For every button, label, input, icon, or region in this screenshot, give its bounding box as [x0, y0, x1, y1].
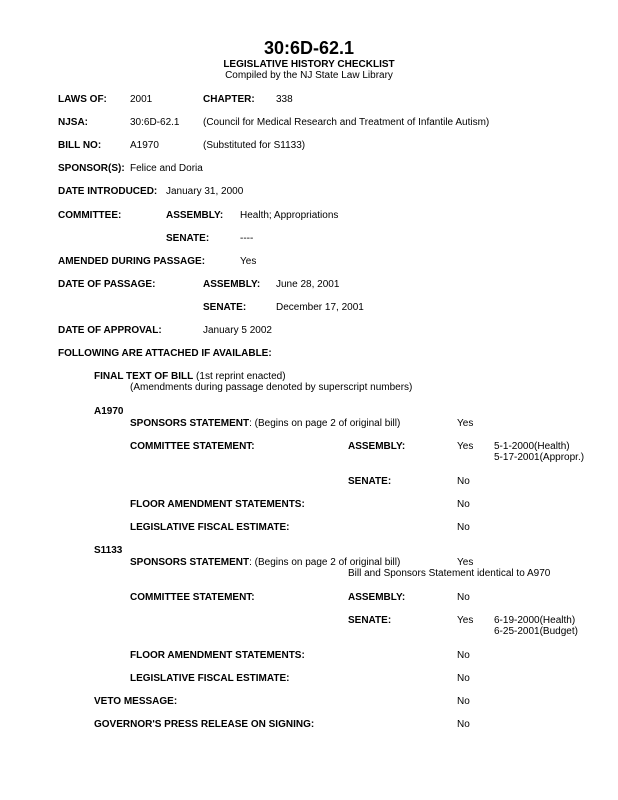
sponsors-value: Felice and Doria: [130, 163, 203, 174]
a1970-sponsors-statement: [130, 418, 400, 430]
njsa-description: (Council for Medical Research and Treatment of Infantile Autism): [203, 117, 490, 128]
date-approval-label: DATE OF APPROVAL:: [58, 325, 162, 336]
committee-senate-label: SENATE:: [166, 233, 210, 244]
s1133-bill-label: S1133: [94, 545, 123, 556]
veto-value: No: [457, 696, 470, 707]
chapter-value: 338: [276, 94, 293, 105]
a1970-fiscal-label: LEGISLATIVE FISCAL ESTIMATE:: [130, 522, 290, 533]
s1133-committee-assembly-label: ASSEMBLY:: [348, 592, 406, 603]
sponsors-statement-label: SPONSORS STATEMENT: [130, 557, 250, 568]
page-title: 30:6D-62.1: [263, 38, 355, 58]
amended-label: AMENDED DURING PASSAGE:: [58, 256, 206, 267]
compiled-by: Compiled by the NJ State Law Library: [225, 70, 393, 81]
press-release-label: GOVERNOR'S PRESS RELEASE ON SIGNING:: [94, 719, 315, 730]
s1133-committee-statement-label: COMMITTEE STATEMENT:: [130, 592, 255, 603]
attached-heading: FOLLOWING ARE ATTACHED IF AVAILABLE:: [58, 348, 272, 359]
committee-label: COMMITTEE:: [58, 210, 122, 221]
bill-no-label: BILL NO:: [58, 140, 102, 151]
a1970-sponsors-statement-value: Yes: [457, 418, 474, 429]
committee-assembly-label: ASSEMBLY:: [166, 210, 224, 221]
committee-assembly-value: Health; Appropriations: [240, 210, 339, 221]
passage-senate-value: December 17, 2001: [276, 302, 364, 313]
s1133-committee-senate-label: SENATE:: [348, 615, 392, 626]
a1970-assembly-date-2: 5-17-2001(Appropr.): [494, 452, 585, 463]
a1970-assembly-date-1: 5-1-2000(Health): [494, 441, 570, 452]
s1133-committee-assembly-value: No: [457, 592, 470, 603]
a1970-fiscal-value: No: [457, 522, 470, 533]
a1970-floor-label: FLOOR AMENDMENT STATEMENTS:: [130, 499, 305, 510]
final-text-label: FINAL TEXT OF BILL: [94, 371, 194, 382]
committee-senate-value: ----: [240, 233, 254, 244]
sponsors-label: SPONSOR(S):: [58, 163, 125, 174]
a1970-committee-assembly-label: ASSEMBLY:: [348, 441, 406, 452]
final-text-note: (1st reprint enacted): [196, 371, 286, 382]
date-introduced-label: DATE INTRODUCED:: [58, 186, 158, 197]
laws-of-value: 2001: [130, 94, 153, 105]
veto-label: VETO MESSAGE:: [94, 696, 178, 707]
press-release-value: No: [457, 719, 470, 730]
page-subtitle: LEGISLATIVE HISTORY CHECKLIST: [223, 59, 395, 70]
sponsors-statement-label: SPONSORS STATEMENT: [130, 418, 250, 429]
final-text-note2: (Amendments during passage denoted by superscript numbers): [130, 382, 413, 393]
sponsors-statement-note: : (Begins on page 2 of original bill): [249, 418, 401, 429]
s1133-fiscal-value: No: [457, 673, 470, 684]
njsa-value: 30:6D-62.1: [130, 117, 180, 128]
bill-note: (Substituted for S1133): [203, 140, 306, 151]
laws-of-label: LAWS OF:: [58, 94, 107, 105]
date-passage-label: DATE OF PASSAGE:: [58, 279, 156, 290]
s1133-floor-label: FLOOR AMENDMENT STATEMENTS:: [130, 650, 305, 661]
a1970-floor-value: No: [457, 499, 470, 510]
amended-value: Yes: [240, 256, 257, 267]
bill-no-value: A1970: [130, 140, 159, 151]
a1970-committee-senate-label: SENATE:: [348, 476, 392, 487]
s1133-committee-senate-value: Yes: [457, 615, 474, 626]
a1970-bill-label: A1970: [94, 406, 124, 417]
s1133-senate-date-1: 6-19-2000(Health): [494, 615, 576, 626]
sponsors-statement-note: : (Begins on page 2 of original bill): [249, 557, 401, 568]
a1970-committee-statement-label: COMMITTEE STATEMENT:: [130, 441, 255, 452]
njsa-label: NJSA:: [58, 117, 89, 128]
s1133-sponsors-statement-value: Yes: [457, 557, 474, 568]
s1133-identical-note: Bill and Sponsors Statement identical to A970: [348, 568, 551, 579]
s1133-senate-date-2: 6-25-2001(Budget): [494, 626, 578, 637]
chapter-label: CHAPTER:: [203, 94, 255, 105]
passage-senate-label: SENATE:: [203, 302, 247, 313]
a1970-committee-senate-value: No: [457, 476, 470, 487]
date-introduced-value: January 31, 2000: [166, 186, 244, 197]
s1133-floor-value: No: [457, 650, 470, 661]
date-approval-value: January 5 2002: [203, 325, 272, 336]
a1970-committee-assembly-value: Yes: [457, 441, 474, 452]
passage-assembly-label: ASSEMBLY:: [203, 279, 261, 290]
s1133-fiscal-label: LEGISLATIVE FISCAL ESTIMATE:: [130, 673, 290, 684]
passage-assembly-value: June 28, 2001: [276, 279, 340, 290]
